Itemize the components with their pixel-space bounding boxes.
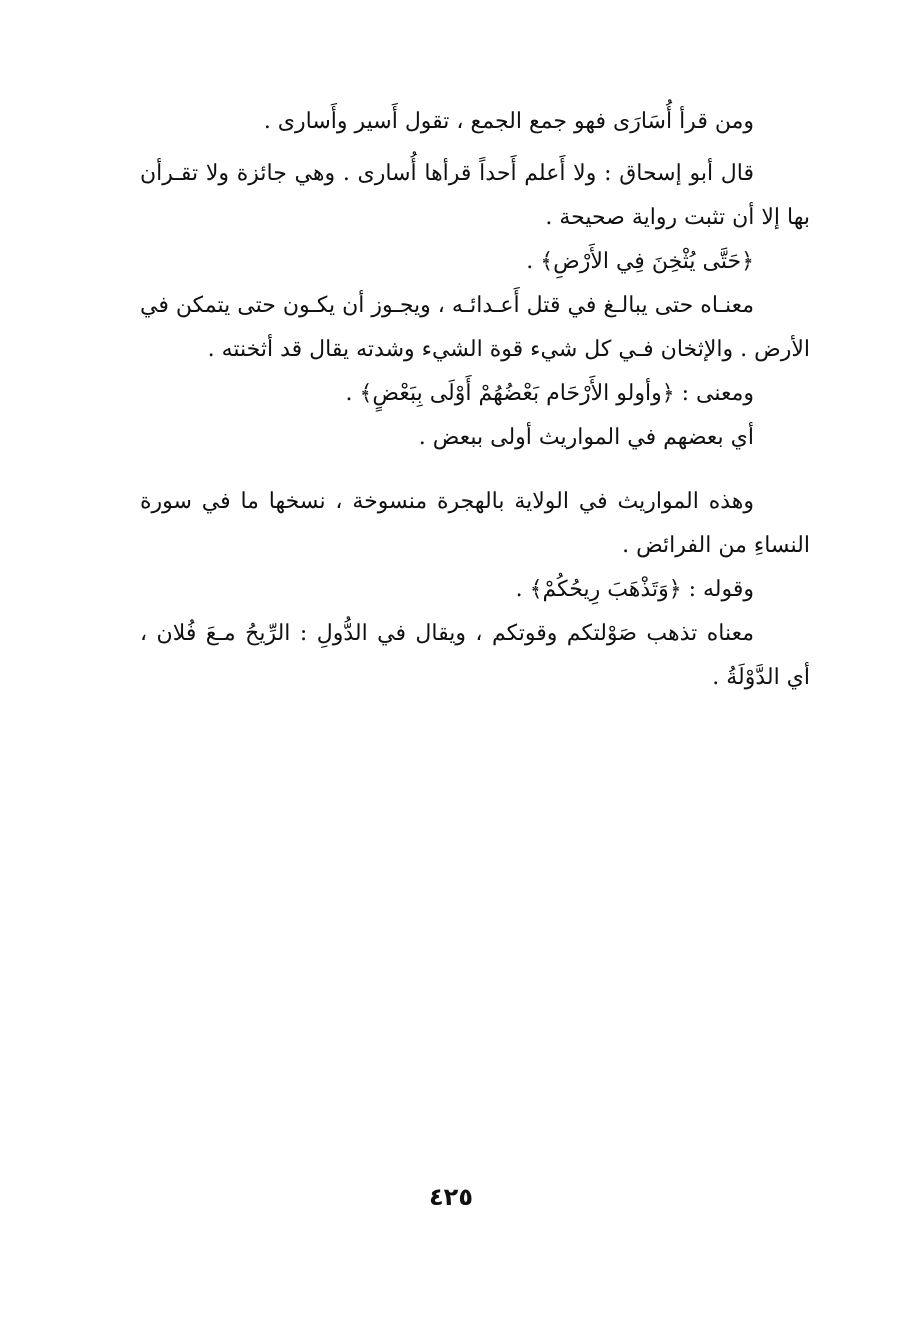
paragraph-meaning-ithkhan: معنـاه حتى يبالـغ في قتل أَعـدائـه ، ويجـوز أن يكـون حتى يتمكن في الأرض . والإثخان فـي كل شيء قوة الشيء وشدته يقال قد أثخنته . (140, 293, 810, 362)
paragraph-abu-ishaq: قال أبو إسحاق : ولا أَعلم أَحداً قرأها أُسارى . وهي جائزة ولا تقـرأن بها إلا أن تثبت رواية صحيحة . (140, 161, 810, 230)
paragraph-abrogation: وهذه المواريث في الولاية بالهجرة منسوخة ، نسخها ما في سورة النساءِ من الفرائض . (140, 489, 810, 558)
page-number: ٤٢٥ (429, 1183, 473, 1211)
quran-quote-ulul-arham: ومعنى : ﴿وأولو الأَرْحَام بَعْضُهُمْ أَوْلَى بِبَعْضٍ﴾ . (345, 381, 754, 406)
quran-quote-hatta-yuthkhina: ﴿حَتَّى يُثْخِنَ فِي الأَرْضِ﴾ . (526, 249, 754, 274)
paragraph-inheritance-meaning: أي بعضهم في المواريث أولى ببعض . (418, 425, 754, 450)
page-body-text (140, 100, 810, 700)
paragraph-meaning-rih: معناه تذهب صَوْلتكم وقوتكم ، ويقال في الدُّولِ : الرِّيحُ مـعَ فُلان ، أي الدَّوْلَةُ . (140, 621, 810, 690)
paragraph-plural-forms: ومن قرأ أُسَارَى فهو جمع الجمع ، تقول أَسير وأَسارى . (263, 109, 754, 134)
quran-quote-tadhhaba-rihukum: وقوله : ﴿وَتَذْهَبَ رِيحُكُمْ﴾ . (515, 577, 754, 602)
